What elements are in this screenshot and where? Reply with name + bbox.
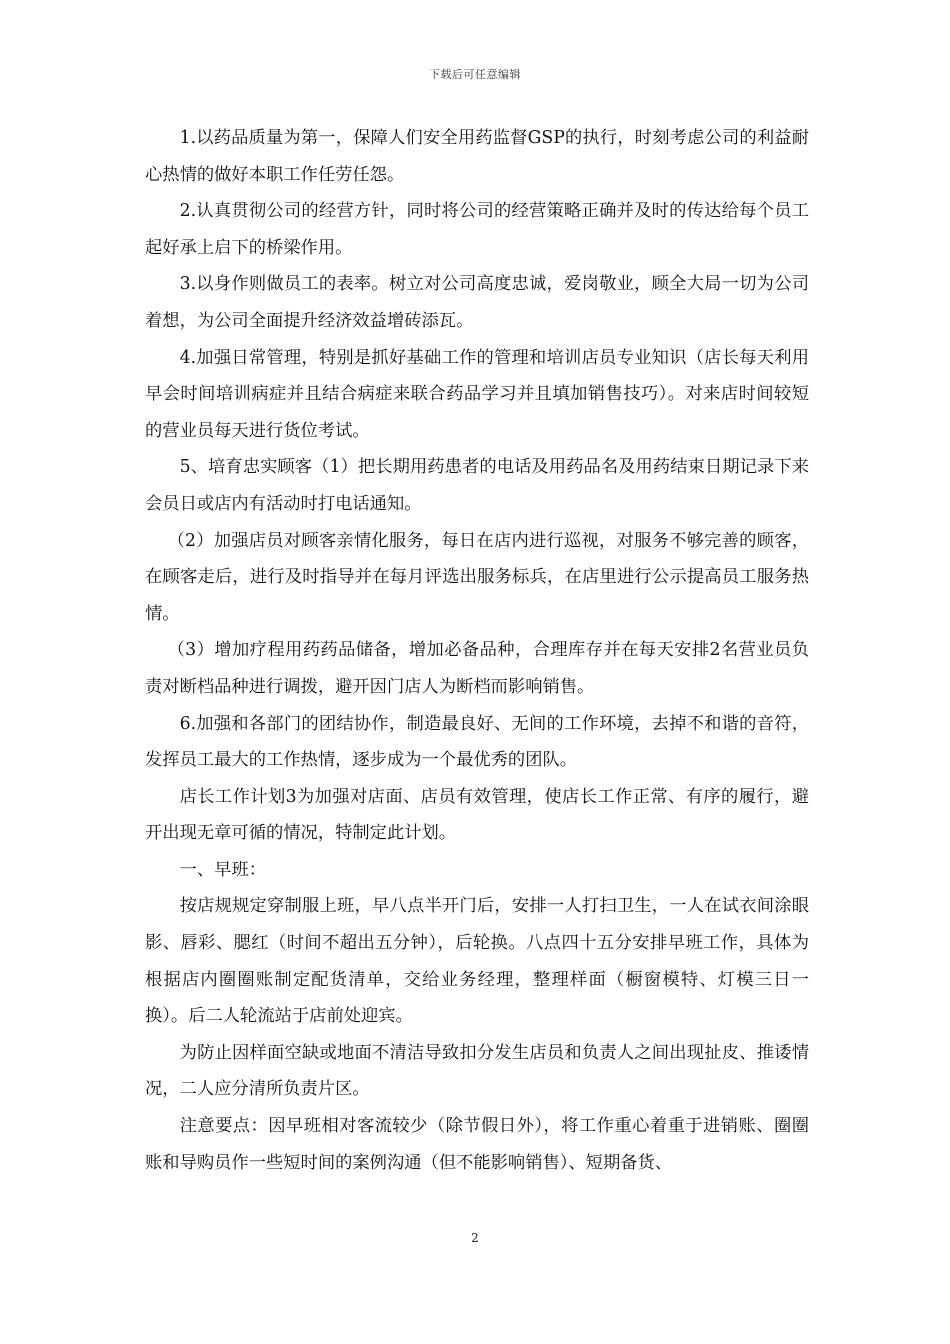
page-number: 2 <box>471 1231 479 1245</box>
paragraph-8: 6.加强和各部门的团结协作，制造最良好、无间的工作环境，去掉不和谐的音符，发挥员工最大的工作热情，逐步成为一个最优秀的团队。 <box>145 713 809 771</box>
paragraph-2: 2.认真贯彻公司的经营方针，同时将公司的经营策略正确并及时的传达给每个员工起好承上启下的桥梁作用。 <box>145 201 809 258</box>
paragraph-13: 注意要点：因早班相对客流较少（除节假日外），将工作重心着重于进销账、圈圈账和导购员作一些短时间的案例沟通（但不能影响销售）、短期备货、 <box>145 1116 809 1173</box>
paragraph-5: 5、培育忠实顾客（1）把长期用药患者的电话及用药品名及用药结束日期记录下来会员日或店内有活动时打电话通知。 <box>145 457 809 514</box>
paragraph-9: 店长工作计划3为加强对店面、店员有效管理，使店长工作正常、有序的履行，避开出现无章可循的情况，特制定此计划。 <box>145 786 809 844</box>
page-header: 下载后可任意编辑 <box>429 68 521 81</box>
paragraph-7: （3）增加疗程用药药品储备，增加必备品种，合理库存并在每天安排2名营业员负责对断档品种进行调拨，避开因门店人为断档而影响销售。 <box>145 640 809 697</box>
paragraph-4: 4.加强日常管理，特别是抓好基础工作的管理和培训店员专业知识（店长每天利用早会时间培训病症并且结合病症来联合药品学习并且填加销售技巧）。对来店时间较短的营业员每天进行货位考试。 <box>145 347 809 441</box>
paragraph-11: 按店规规定穿制服上班，早八点半开门后，安排一人打扫卫生，一人在试衣间涂眼影、唇彩、腮红（时间不超出五分钟），后轮换。八点四十五分安排早班工作，具体为根据店内圈圈账制定配货清单，交给业务经理，整理样面（橱窗模特、灯模三日一换）。后二人轮流站于店前处迎宾。 <box>145 896 809 1027</box>
paragraph-1: 1.以药品质量为第一，保障人们安全用药监督GSP的执行，时刻考虑公司的利益耐心热情的做好本职工作任劳任怨。 <box>145 128 809 185</box>
paragraph-12: 为防止因样面空缺或地面不清洁导致扣分发生店员和负责人之间出现扯皮、推诿情况，二人应分清所负责片区。 <box>145 1042 809 1100</box>
document-body <box>145 120 809 1181</box>
section-heading-early-shift: 一、早班： <box>179 859 267 880</box>
paragraph-3: 3.以身作则做员工的表率。树立对公司高度忠诚，爱岗敬业，顾全大局一切为公司着想，为公司全面提升经济效益增砖添瓦。 <box>145 274 809 331</box>
paragraph-6: （2）加强店员对顾客亲情化服务，每日在店内进行巡视，对服务不够完善的顾客，在顾客走后，进行及时指导并在每月评选出服务标兵，在店里进行公示提高员工服务热情。 <box>145 530 809 624</box>
